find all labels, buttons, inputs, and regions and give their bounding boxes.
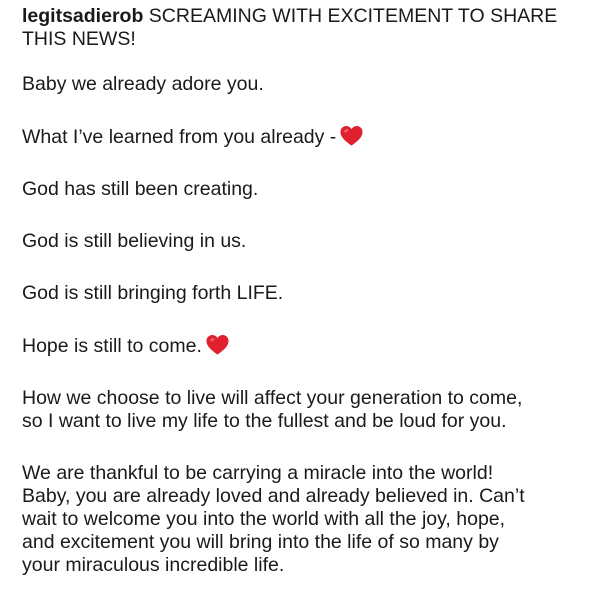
caption-line-hope	[22, 334, 586, 358]
caption-paragraph-line: so I want to live my life to the fullest and be loud for you.	[22, 410, 507, 432]
caption-line-learned-text: What I’ve learned from you already -	[22, 126, 337, 148]
caption-paragraph-line: We are thankful to be carrying a miracle into the world!	[22, 462, 494, 484]
caption-line-hope-text: Hope is still to come.	[22, 335, 202, 357]
caption-paragraph-line: Baby, you are already loved and already believed in. Can’t	[22, 485, 525, 507]
caption-line-adore: Baby we already adore you.	[22, 73, 264, 95]
caption-paragraph-generation	[22, 387, 586, 433]
red-heart-icon	[340, 125, 363, 147]
caption-paragraph-line: How we choose to live will affect your generation to come,	[22, 387, 523, 409]
caption-paragraph-line: and excitement you will bring into the life of so many by	[22, 531, 499, 553]
caption-line-life: God is still bringing forth LIFE.	[22, 282, 284, 304]
caption-paragraph-line: wait to welcome you into the world with all the joy, hope,	[22, 508, 506, 530]
username-link[interactable]: legitsadierob	[22, 5, 144, 27]
caption-headline: SCREAMING WITH EXCITEMENT TO SHARE THIS NEWS!	[22, 5, 558, 50]
caption-line-learned	[22, 125, 586, 149]
caption-paragraph-thankful	[22, 462, 586, 577]
caption-line-believing: God is still believing in us.	[22, 230, 247, 252]
caption-line-creating: God has still been creating.	[22, 178, 259, 200]
red-heart-icon	[206, 334, 229, 356]
caption-paragraph-line: your miraculous incredible life.	[22, 554, 285, 576]
caption-header	[22, 5, 586, 51]
